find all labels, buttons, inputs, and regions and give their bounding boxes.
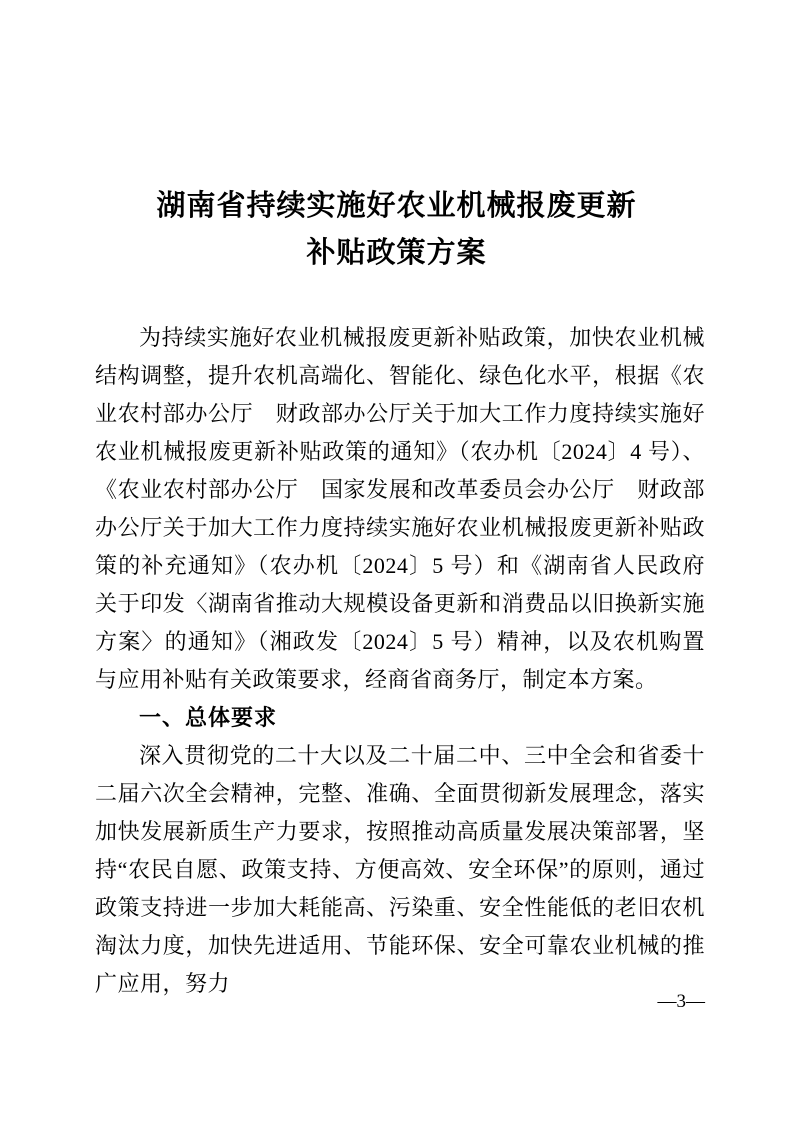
paragraph-intro: 为持续实施好农业机械报废更新补贴政策，加快农业机械结构调整，提升农机高端化、智能化、绿色化水平，根据《农业农村部办公厅 财政部办公厅关于加大工作力度持续实施好农业机械报废更新补贴政策的通知》（农办机〔2024〕4 号）、《农业农村部办公厅 国家发展和改革委员会办公厅 财政部办公厅关于加大工作力度持续实施好农业机械报废更新补贴政策的补充通知》（农办机〔2024〕5 号）和《湖南省人民政府关于印发〈湖南省推动大规模设备更新和消费品以旧换新实施方案〉的通知》（湘政发〔2024〕5 号）精神，以及农机购置与应用补贴有关政策要求，经商省商务厅，制定本方案。 [95, 325, 705, 692]
document-title-line-2: 补贴政策方案 [306, 237, 487, 269]
paragraph-section1-body: 深入贯彻党的二十大以及二十届二中、三中全会和省委十二届六次全会精神，完整、准确、全面贯彻新发展理念，落实加快发展新质生产力要求，按照推动高质量发展决策部署，坚持“农民自愿、政策支持、方便高效、安全环保”的原则，通过政策支持进一步加大耗能高、污染重、安全性能低的老旧农机淘汰力度，加快先进适用、节能环保、安全可靠农业机械的推广应用，努力 [95, 743, 706, 996]
document-body [95, 319, 705, 1003]
page-number: —3— [657, 991, 705, 1012]
section-heading-overall-requirements: 一、总体要求 [139, 705, 278, 730]
document-title [0, 183, 793, 277]
document-title-line-1: 湖南省持续实施好农业机械报废更新 [156, 190, 637, 222]
